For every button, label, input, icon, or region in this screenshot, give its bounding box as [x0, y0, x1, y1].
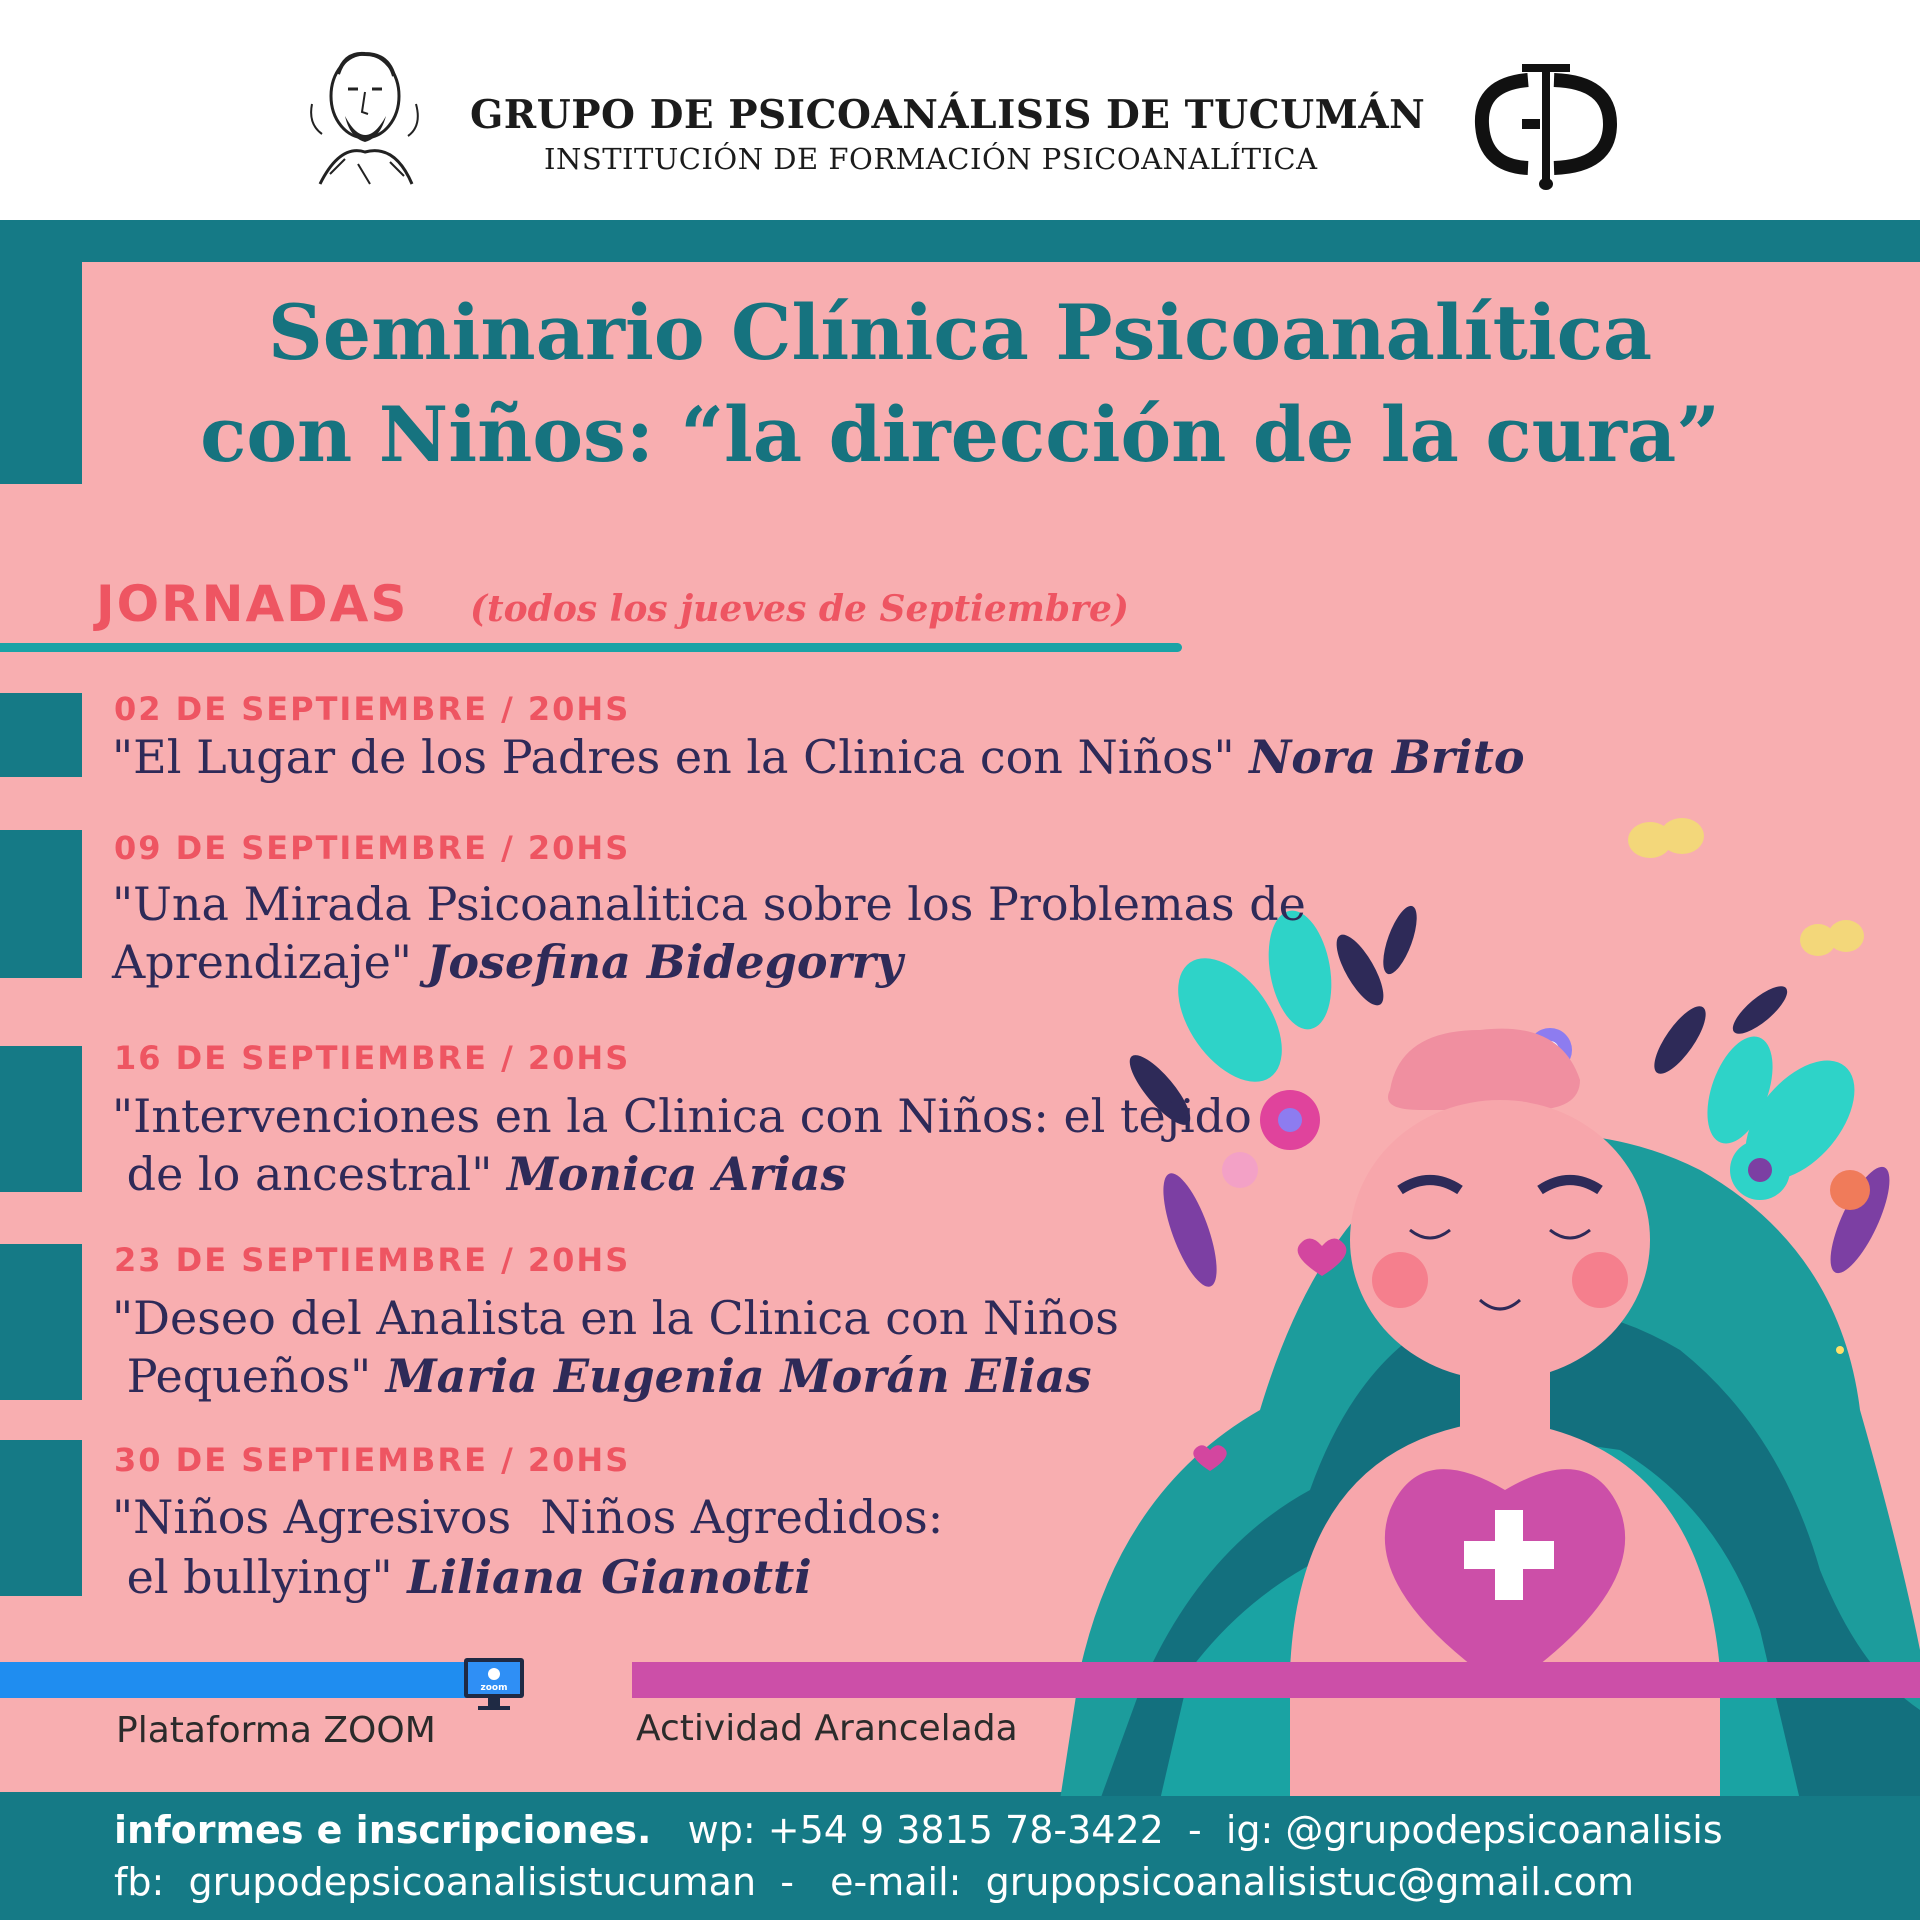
session-3-title-cont: de lo ancestral" [112, 1147, 507, 1201]
contact-lead: informes e inscripciones. [114, 1808, 652, 1852]
session-4-speaker: Maria Eugenia Morán Elias [385, 1349, 1092, 1403]
seminar-title [80, 282, 1840, 486]
gp-monogram-logo [1470, 62, 1620, 192]
contact-line-1 [114, 1808, 1723, 1852]
session-2-talk-line2 [112, 933, 903, 991]
session-1-talk [112, 728, 1525, 786]
session-3-speaker: Monica Arias [506, 1147, 847, 1201]
contact-line-2: fb: grupodepsicoanalisistucuman - e-mail: grupopsicoanalisistuc@gmail.com [114, 1860, 1635, 1904]
fee-label: Actividad Arancelada [636, 1708, 1018, 1749]
session-5-title: "Niños Agresivos Niños Agredidos: [112, 1490, 944, 1544]
session-1-date: 02 DE SEPTIEMBRE / 20HS [114, 690, 631, 728]
session-3-title: "Intervenciones en la Clinica con Niños: el tejido [112, 1089, 1252, 1143]
session-4-title: "Deseo del Analista en la Clinica con Niños [112, 1291, 1119, 1345]
session-marker [0, 1244, 82, 1400]
session-4-title-cont: Pequeños" [112, 1349, 386, 1403]
session-5-talk [112, 1488, 943, 1546]
platform-bar [0, 1662, 478, 1698]
org-name: GRUPO DE PSICOANÁLISIS DE TUCUMÁN [470, 92, 1426, 138]
session-2-date: 09 DE SEPTIEMBRE / 20HS [114, 829, 631, 867]
jornadas-label: JORNADAS [96, 575, 409, 633]
org-subtitle: INSTITUCIÓN DE FORMACIÓN PSICOANALÍTICA [544, 142, 1318, 176]
platform-label: Plataforma ZOOM [116, 1710, 436, 1751]
session-marker [0, 693, 82, 777]
session-marker [0, 1046, 82, 1192]
child-with-heart-illustration [1060, 790, 1920, 1800]
session-3-date: 16 DE SEPTIEMBRE / 20HS [114, 1039, 631, 1077]
zoom-icon-text: zoom [480, 1683, 508, 1693]
session-marker [0, 1440, 82, 1596]
section-divider [0, 643, 1182, 652]
contact-phone-ig: wp: +54 9 3815 78-3422 - ig: @grupodepsicoanalisis [651, 1808, 1723, 1852]
title-line-1: Seminario Clínica Psicoanalítica [267, 288, 1653, 377]
fee-bar [632, 1662, 1920, 1698]
session-4-talk-line2 [112, 1347, 1091, 1405]
session-2-title: "Una Mirada Psicoanalitica sobre los Problemas de [112, 877, 1306, 931]
session-2-title-cont: Aprendizaje" [112, 935, 427, 989]
session-2-speaker: Josefina Bidegorry [426, 935, 903, 989]
session-5-talk-line2 [112, 1548, 812, 1606]
session-4-talk [112, 1289, 1119, 1347]
session-5-speaker: Liliana Gianotti [407, 1550, 812, 1604]
teal-corner-tab [0, 262, 82, 484]
zoom-monitor-icon [462, 1656, 526, 1712]
session-4-date: 23 DE SEPTIEMBRE / 20HS [114, 1241, 631, 1279]
title-line-2: con Niños: “la dirección de la cura” [200, 390, 1720, 479]
session-5-date: 30 DE SEPTIEMBRE / 20HS [114, 1441, 631, 1479]
session-3-talk-line2 [112, 1145, 846, 1203]
session-3-talk [112, 1087, 1252, 1145]
session-5-title-cont: el bullying" [112, 1550, 408, 1604]
session-marker [0, 830, 82, 978]
session-1-speaker: Nora Brito [1249, 730, 1525, 784]
jornadas-note: (todos los jueves de Septiembre) [470, 588, 1129, 630]
freud-portrait-logo [300, 34, 430, 194]
session-2-talk [112, 875, 1306, 933]
session-1-title: "El Lugar de los Padres en la Clinica con Niños" [112, 730, 1250, 784]
